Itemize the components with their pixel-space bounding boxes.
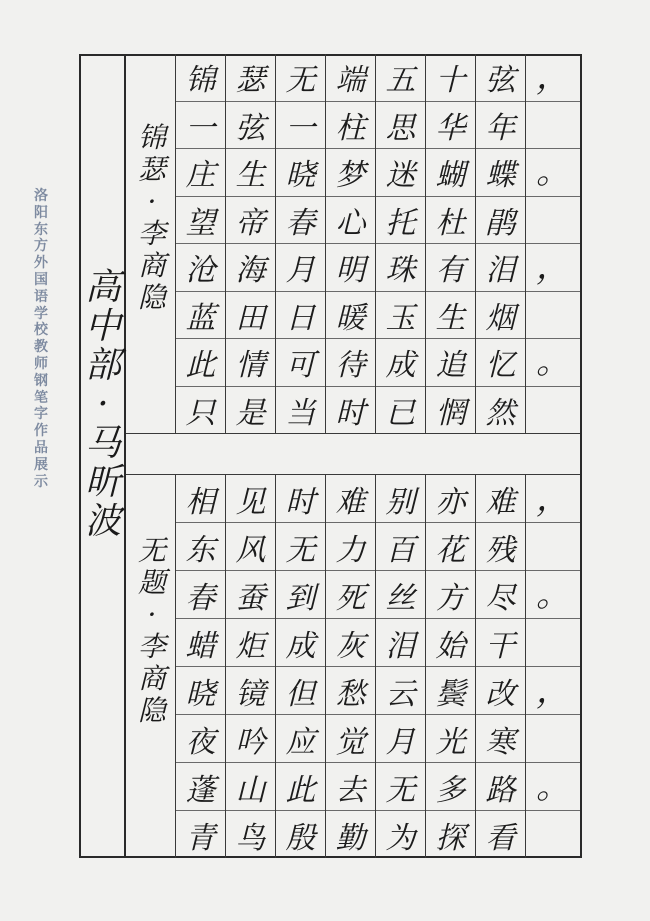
caption-char: 作 xyxy=(34,423,48,440)
grid-cell: 无 xyxy=(276,54,325,102)
grid-cell: 别 xyxy=(376,475,425,523)
grid-cell: 寒 xyxy=(476,715,525,763)
grid-cell: 见 xyxy=(226,475,275,523)
grid-cell xyxy=(526,197,580,245)
grid-cell: 为 xyxy=(385,820,416,856)
grid-cell: 蝶 xyxy=(476,149,525,197)
grid-cell: 然 xyxy=(485,395,516,431)
grid-cell: 生 xyxy=(226,149,275,197)
grid-cell: 难 xyxy=(476,475,525,523)
author-char: 部 xyxy=(84,345,121,386)
grid-cell: 炬 xyxy=(226,619,275,667)
grid-cell: 一 xyxy=(276,102,325,150)
grid-column xyxy=(526,54,580,433)
title-char: 锦 xyxy=(137,121,166,154)
grid-cell: 蜡 xyxy=(176,619,225,667)
grid-cell: 端 xyxy=(326,54,375,102)
grid-cell: 夜 xyxy=(176,715,225,763)
grid-cell: 愁 xyxy=(326,667,375,715)
grid-column xyxy=(176,475,226,858)
grid-cell: 追 xyxy=(426,339,475,387)
grid-cell: 海 xyxy=(226,244,275,292)
grid-cell: 。 xyxy=(526,339,580,387)
caption-char: 校 xyxy=(34,322,48,339)
grid-cell: ， xyxy=(526,667,580,715)
grid-cell: 尽 xyxy=(476,571,525,619)
grid-cell: 弦 xyxy=(476,54,525,102)
grid-cell: 田 xyxy=(226,292,275,340)
grid-cell: 鹃 xyxy=(476,197,525,245)
grid-cell: 应 xyxy=(276,715,325,763)
caption-char: 洛 xyxy=(34,188,48,204)
grid-cell: 。 xyxy=(526,571,580,619)
caption-char: 外 xyxy=(34,255,48,272)
title-char: 题 xyxy=(137,566,166,599)
grid-cell: 蚕 xyxy=(226,571,275,619)
grid-cell: 光 xyxy=(426,715,475,763)
grid-cell: 青 xyxy=(185,820,216,856)
sidebar-caption xyxy=(18,188,64,490)
grid-cell: 此 xyxy=(176,339,225,387)
grid-cell: 梦 xyxy=(326,149,375,197)
grid-cell: 去 xyxy=(326,763,375,811)
grid-cell: 待 xyxy=(326,339,375,387)
title-char: 隐 xyxy=(137,694,166,727)
caption-char: 教 xyxy=(34,339,48,356)
grid-cell: 托 xyxy=(376,197,425,245)
grid-cell: 此 xyxy=(276,763,325,811)
title-char: 瑟 xyxy=(137,153,166,186)
grid-cell: 改 xyxy=(476,667,525,715)
grid-cell: ， xyxy=(526,244,580,292)
grid-cell: 晓 xyxy=(176,667,225,715)
title-char: · xyxy=(147,598,157,631)
grid-cell: 情 xyxy=(226,339,275,387)
grid-cell: 看 xyxy=(485,820,516,856)
caption-char: 国 xyxy=(34,271,48,288)
grid-cell: 蝴 xyxy=(426,149,475,197)
grid-cell: 蓝 xyxy=(176,292,225,340)
grid-cell: 迷 xyxy=(376,149,425,197)
grid-cell: 思 xyxy=(376,102,425,150)
grid-column xyxy=(326,475,376,858)
author-char: 高 xyxy=(84,267,121,308)
grid-cell: 瑟 xyxy=(226,54,275,102)
grid-cell: 勤 xyxy=(335,820,366,856)
caption-char: 字 xyxy=(34,406,48,423)
grid-cell: 日 xyxy=(276,292,325,340)
caption-char: 笔 xyxy=(34,389,48,406)
grid-cell: 当 xyxy=(285,395,316,431)
grid-cell xyxy=(526,387,580,434)
grid-cell: 时 xyxy=(335,395,366,431)
grid-cell: 心 xyxy=(326,197,375,245)
author-char: 马 xyxy=(84,423,121,464)
grid-cell: 路 xyxy=(476,763,525,811)
grid-cell: 时 xyxy=(276,475,325,523)
grid-cell: 难 xyxy=(326,475,375,523)
poem-title-jinse xyxy=(130,121,174,316)
grid-column xyxy=(276,475,326,858)
grid-cell: 东 xyxy=(176,523,225,571)
caption-char: 学 xyxy=(34,305,48,322)
grid-cell: 月 xyxy=(376,715,425,763)
grid-cell: 晓 xyxy=(276,149,325,197)
grid-cell: 玉 xyxy=(376,292,425,340)
poem-wuti xyxy=(126,475,580,858)
poem-grid-wuti xyxy=(176,475,580,858)
grid-column xyxy=(426,475,476,858)
grid-cell: 成 xyxy=(276,619,325,667)
grid-cell: 鬓 xyxy=(426,667,475,715)
grid-column xyxy=(476,54,526,433)
caption-char: 师 xyxy=(34,355,48,372)
author-char: 波 xyxy=(84,501,121,542)
grid-column xyxy=(326,54,376,433)
grid-cell: 已 xyxy=(385,395,416,431)
grid-cell: 弦 xyxy=(226,102,275,150)
grid-cell: 年 xyxy=(476,102,525,150)
grid-cell: 。 xyxy=(526,763,580,811)
grid-cell: 忆 xyxy=(476,339,525,387)
grid-cell: 是 xyxy=(235,395,266,431)
caption-char: 语 xyxy=(34,288,48,305)
grid-cell: 云 xyxy=(376,667,425,715)
grid-column xyxy=(226,475,276,858)
poem-title-wuti xyxy=(130,534,174,729)
grid-cell: 十 xyxy=(426,54,475,102)
grid-cell: 始 xyxy=(426,619,475,667)
caption-char: 展 xyxy=(34,456,48,473)
caption-char: 示 xyxy=(34,473,48,490)
grid-cell: 烟 xyxy=(476,292,525,340)
grid-cell: 亦 xyxy=(426,475,475,523)
caption-char: 东 xyxy=(34,221,48,238)
grid-cell: 沧 xyxy=(176,244,225,292)
grid-cell: 春 xyxy=(276,197,325,245)
grid-cell: 春 xyxy=(176,571,225,619)
grid-cell: 到 xyxy=(276,571,325,619)
grid-cell xyxy=(526,715,580,763)
grid-cell: ， xyxy=(526,54,580,102)
grid-cell: 丝 xyxy=(376,571,425,619)
grid-cell xyxy=(526,102,580,150)
grid-cell: 可 xyxy=(276,339,325,387)
grid-cell: 多 xyxy=(426,763,475,811)
author-name xyxy=(81,267,125,543)
grid-column xyxy=(376,475,426,858)
grid-cell: 珠 xyxy=(376,244,425,292)
grid-cell xyxy=(526,292,580,340)
grid-cell: 死 xyxy=(326,571,375,619)
grid-cell: 吟 xyxy=(226,715,275,763)
grid-cell: 无 xyxy=(276,523,325,571)
grid-cell: 鸟 xyxy=(235,820,266,856)
title-char: · xyxy=(147,185,157,218)
grid-cell: 泪 xyxy=(376,619,425,667)
caption-char: 阳 xyxy=(34,204,48,221)
grid-cell: 泪 xyxy=(476,244,525,292)
grid-cell: 明 xyxy=(326,244,375,292)
grid-cell: 柱 xyxy=(326,102,375,150)
grid-cell: 觉 xyxy=(326,715,375,763)
grid-cell: 有 xyxy=(426,244,475,292)
title-char: 隐 xyxy=(137,281,166,314)
grid-cell: 百 xyxy=(376,523,425,571)
grid-cell: 一 xyxy=(176,102,225,150)
grid-cell xyxy=(526,619,580,667)
poem-jinse xyxy=(126,54,580,433)
grid-cell: 相 xyxy=(176,475,225,523)
grid-column xyxy=(526,475,580,858)
author-char: 昕 xyxy=(84,462,121,503)
poem-grid-jinse xyxy=(176,54,580,433)
grid-cell: 但 xyxy=(276,667,325,715)
caption-char: 品 xyxy=(34,439,48,456)
grid-cell: ， xyxy=(526,475,580,523)
grid-cell: 山 xyxy=(226,763,275,811)
grid-column xyxy=(276,54,326,433)
grid-cell: 暖 xyxy=(326,292,375,340)
grid-cell: 。 xyxy=(526,149,580,197)
grid-cell: 花 xyxy=(426,523,475,571)
title-char: 李 xyxy=(137,217,166,250)
title-char: 李 xyxy=(137,630,166,663)
section-divider xyxy=(126,433,580,475)
grid-cell: 五 xyxy=(376,54,425,102)
grid-cell: 帝 xyxy=(226,197,275,245)
grid-cell: 方 xyxy=(426,571,475,619)
title-char: 无 xyxy=(137,534,166,567)
grid-cell: 惘 xyxy=(435,395,466,431)
grid-cell xyxy=(526,811,580,858)
grid-column xyxy=(426,54,476,433)
grid-cell: 望 xyxy=(176,197,225,245)
caption-char: 钢 xyxy=(34,372,48,389)
grid-column xyxy=(476,475,526,858)
grid-cell: 蓬 xyxy=(176,763,225,811)
grid-cell: 生 xyxy=(426,292,475,340)
grid-column xyxy=(376,54,426,433)
grid-cell: 力 xyxy=(326,523,375,571)
grid-cell: 华 xyxy=(426,102,475,150)
author-char: 中 xyxy=(84,306,121,347)
grid-cell: 风 xyxy=(226,523,275,571)
grid-cell: 残 xyxy=(476,523,525,571)
title-char: 商 xyxy=(137,662,166,695)
grid-cell xyxy=(526,523,580,571)
grid-cell: 月 xyxy=(276,244,325,292)
grid-cell: 灰 xyxy=(326,619,375,667)
grid-cell: 锦 xyxy=(176,54,225,102)
grid-cell: 殷 xyxy=(285,820,316,856)
grid-cell: 只 xyxy=(185,395,216,431)
grid-column xyxy=(176,54,226,433)
grid-cell: 杜 xyxy=(426,197,475,245)
title-char: 商 xyxy=(137,249,166,282)
grid-cell: 无 xyxy=(376,763,425,811)
grid-cell: 庄 xyxy=(176,149,225,197)
grid-cell: 探 xyxy=(435,820,466,856)
author-char: · xyxy=(97,384,109,425)
caption-char: 方 xyxy=(34,238,48,255)
grid-cell: 成 xyxy=(376,339,425,387)
grid-column xyxy=(226,54,276,433)
grid-cell: 镜 xyxy=(226,667,275,715)
grid-cell: 干 xyxy=(476,619,525,667)
